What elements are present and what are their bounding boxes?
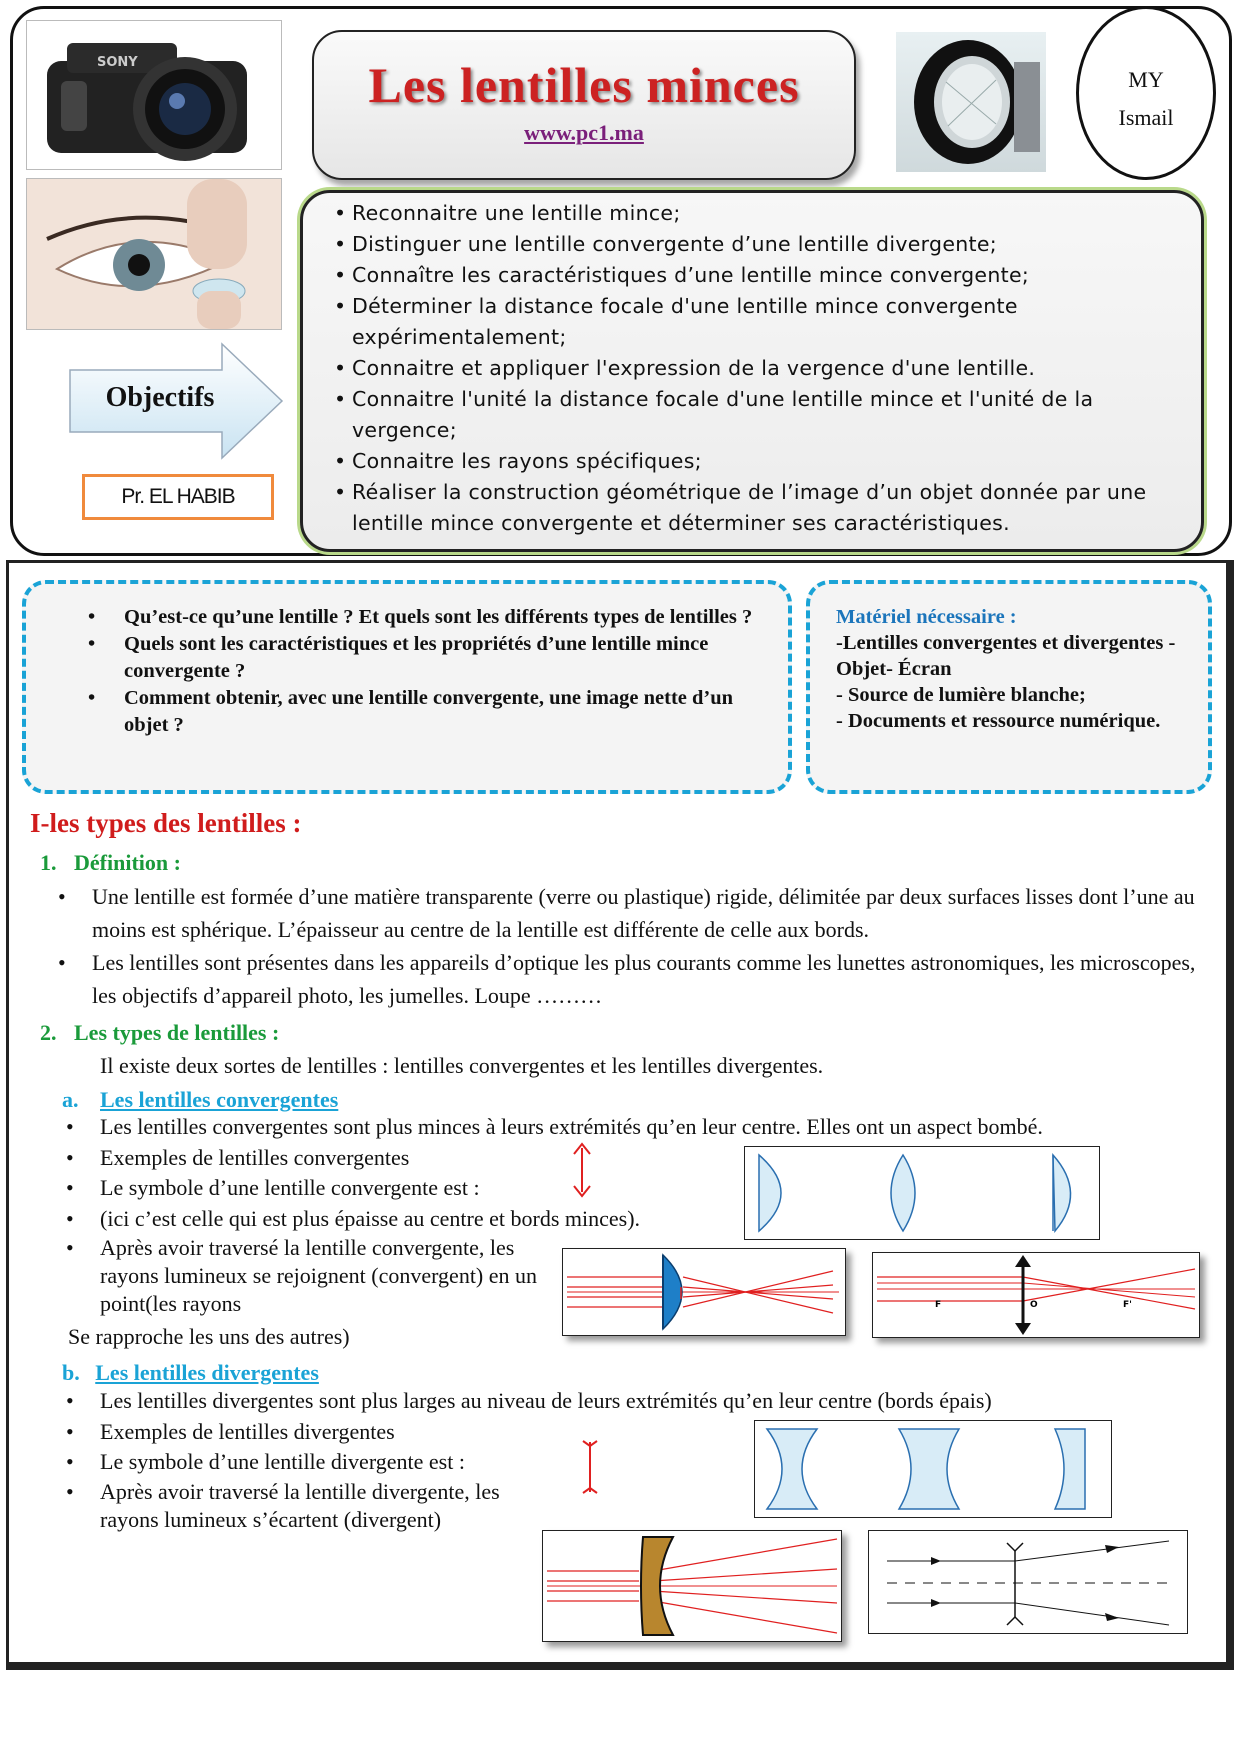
- materiel-title: Matériel nécessaire :: [836, 606, 1017, 628]
- convergent-tail: Se rapproche les uns des autres): [68, 1324, 350, 1349]
- title-box: [312, 30, 856, 180]
- objective-item: • Connaitre l'unité la distance focale d'une lentille mince et l'unité de la vergence;: [334, 384, 1194, 446]
- convergent-letter: a.: [62, 1087, 79, 1112]
- types-number: 2.: [40, 1020, 57, 1045]
- definition-bullet: • Les lentilles sont présentes dans les appareils d’optique les plus courants comme les lunettes astronomiques, les microscopes, les objectifs d’appareil photo, les jumelles. Loupe ………: [48, 946, 1218, 1012]
- objective-item: • Connaître les caractéristiques d’une lentille mince convergente;: [334, 260, 1194, 291]
- materiel-content: [836, 604, 1206, 734]
- divergent-ray-diagram: [542, 1530, 842, 1642]
- convergent-lens-symbol-icon: [570, 1142, 594, 1198]
- types-heading: [40, 1016, 279, 1049]
- section-title: I-les types des lentilles :: [30, 808, 302, 838]
- objective-item: • Connaitre et appliquer l'expression de la vergence d'une lentille.: [334, 353, 1194, 384]
- objective-item: • Réaliser la construction géométrique de l’image d’un objet donnée par une lentille mince convergente et déterminer ses caractéristiques.: [334, 477, 1194, 539]
- question-item: • Quels sont les caractéristiques et les propriétés d’une lentille mince convergente ?: [88, 631, 778, 685]
- convergent-ray-diagram: [562, 1248, 846, 1336]
- types-title: Les types de lentilles :: [74, 1020, 280, 1045]
- author-circle: [1076, 6, 1216, 180]
- divergent-heading: [62, 1356, 319, 1389]
- objective-item: • Reconnaitre une lentille mince;: [334, 198, 1194, 229]
- professor-name: Pr. EL HABIB: [82, 474, 274, 520]
- objectifs-label: Objectifs: [105, 382, 215, 413]
- convergent-bullet: • (ici c’est celle qui est plus épaisse au centre et bords minces).: [56, 1204, 1216, 1235]
- divergent-bullet: • Le symbole d’une lentille divergente est :: [56, 1447, 1216, 1478]
- questions-list: [88, 604, 778, 739]
- divergent-bullet: • Les lentilles divergentes sont plus larges au niveau de leurs extrémités qu’en leur centre (bords épais): [56, 1386, 1216, 1417]
- convergent-lens-examples: [744, 1146, 1100, 1240]
- author-line2: Ismail: [1118, 105, 1174, 130]
- camera-photo: [26, 20, 282, 170]
- focus-f-label: F: [935, 1300, 942, 1310]
- question-item: • Qu’est-ce qu’une lentille ? Et quels sont les différents types de lentilles ?: [88, 604, 778, 631]
- divergent-bullet: • Exemples de lentilles divergentes: [56, 1417, 1216, 1448]
- divergent-title: Les lentilles divergentes: [95, 1360, 319, 1385]
- author-line1: MY: [1128, 67, 1164, 92]
- divergent-lens-examples: [754, 1420, 1112, 1518]
- divergent-focal-diagram: [868, 1530, 1188, 1634]
- materiel-line: -Lentilles convergentes et divergentes - Objet- Écran: [836, 632, 1176, 680]
- lens-photo: [896, 32, 1046, 172]
- materiel-line: - Source de lumière blanche;: [836, 684, 1086, 706]
- divergent-letter: b.: [62, 1360, 80, 1385]
- definition-title: Définition :: [74, 850, 181, 875]
- objectives-list: [334, 198, 1194, 539]
- divergent-lens-symbol-icon: [578, 1438, 602, 1496]
- objective-item: • Distinguer une lentille convergente d’une lentille divergente;: [334, 229, 1194, 260]
- center-o-label: O: [1030, 1300, 1038, 1310]
- convergent-title: Les lentilles convergentes: [100, 1087, 339, 1112]
- objective-item: • Connaitre les rayons spécifiques;: [334, 446, 1194, 477]
- definition-bullets: [48, 880, 1218, 1012]
- convergent-bullet: • Après avoir traversé la lentille convergente, les rayons lumineux se rejoignent (convergent) en un point(les rayons: [56, 1234, 540, 1318]
- convergent-bullet: • Exemples de lentilles convergentes: [56, 1143, 1216, 1174]
- page-title: Les lentilles minces: [368, 57, 800, 113]
- focus-f-prime-label: F': [1123, 1300, 1132, 1310]
- definition-number: 1.: [40, 850, 57, 875]
- types-intro: Il existe deux sortes de lentilles : lentilles convergentes et les lentilles divergentes.: [100, 1053, 824, 1078]
- svg-text:SONY: SONY: [97, 55, 138, 70]
- eye-contact-lens-photo: [26, 178, 282, 330]
- website-link[interactable]: www.pc1.ma: [524, 120, 644, 145]
- convergent-focal-diagram: [872, 1252, 1200, 1338]
- objective-item: • Déterminer la distance focale d'une lentille mince convergente expérimentalement;: [334, 291, 1194, 353]
- convergent-bullet: • Les lentilles convergentes sont plus minces à leurs extrémités qu’en leur centre. Elles ont un aspect bombé.: [56, 1112, 1216, 1143]
- definition-heading: [40, 846, 181, 879]
- question-item: • Comment obtenir, avec une lentille convergente, une image nette d’un objet ?: [88, 685, 778, 739]
- definition-bullet: • Une lentille est formée d’une matière transparente (verre ou plastique) rigide, délimitée par deux surfaces lisses dont l’une au moins est sphérique. L’épaisseur au centre de la lentille est différente de celle aux bords.: [48, 880, 1218, 946]
- divergent-bullet: • Après avoir traversé la lentille divergente, les rayons lumineux s’écartent (divergent): [56, 1478, 530, 1534]
- materiel-line: - Documents et ressource numérique.: [836, 710, 1161, 732]
- convergent-bullet: • Le symbole d’une lentille convergente est :: [56, 1173, 1216, 1204]
